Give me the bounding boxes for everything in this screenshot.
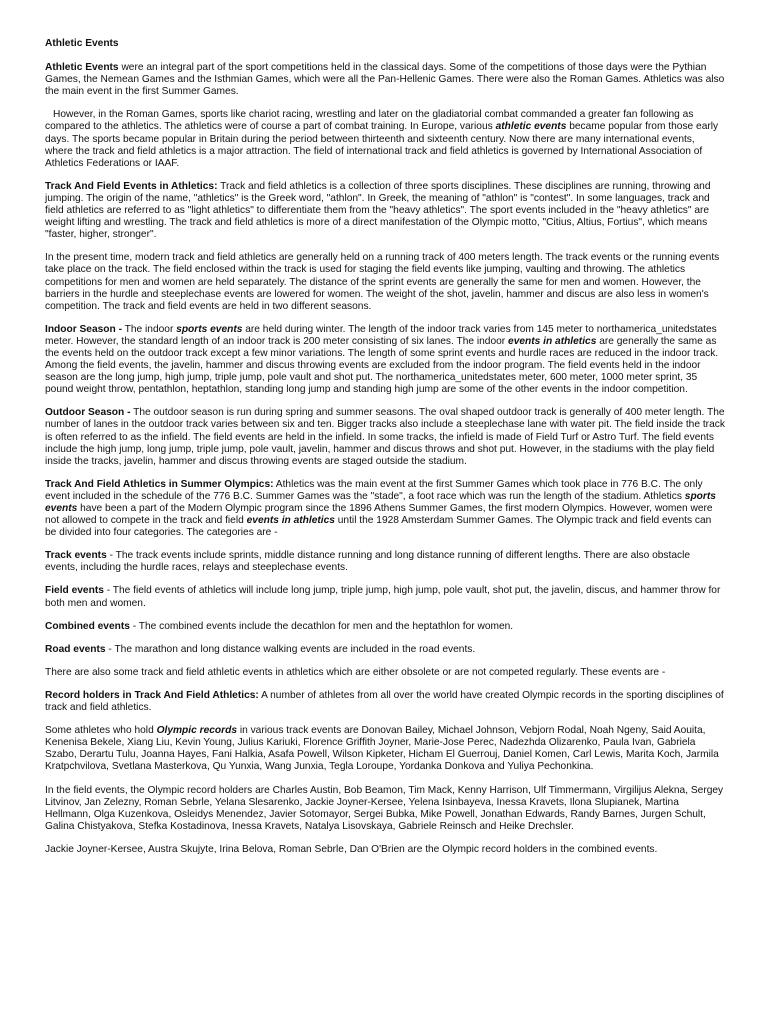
- body-text: Jackie Joyner-Kersee, Austra Skujyte, Irina Belova, Roman Sebrle, Dan O'Brien are the Olympic record holders in the combined events.: [45, 843, 658, 855]
- paragraph: [45, 785, 725, 833]
- paragraph: [45, 585, 725, 609]
- body-text: A number of athletes from all over the world have created Olympic records in the sporting disciplines of track and field athletics.: [45, 689, 724, 714]
- body-text: have been a part of the Modern Olympic program since the 1896 Athens Summer Games, the first modern Olympics. However, women were not allowed to compete in the track and field: [45, 503, 713, 527]
- paragraph: [45, 644, 725, 656]
- paragraph: [45, 109, 725, 169]
- bold-heading-text: Track events: [45, 550, 107, 562]
- body-text: In the field events, the Olympic record holders are Charles Austin, Bob Beamon, Tim Mack, Kenny Harrison, Ulf Timmermann, Virgilijus Alekna, Sergey Litvinov, Jan Zelezny, Roman Sebrle, Yelana Slesarenko, Jackie Joyner-Kersee, Yelena Isinbayeva, Inessa Kravets, Ilona Slupianek, Martina Hellmann, Olga Kuzenkova, Osleidys Menendez, Javier Sotomayor, Sergei Bubka, Mike Powell, Jonathan Edwards, Randy Barnes, Jurgen Schult, Galina Chistyakova, Stefka Kostadinova, Inessa Kravets, Natalya Lisovskaya, Gabriele Reinsch and Heike Drechsler.: [45, 784, 724, 832]
- body-text: There are also some track and field athletic events in athletics which are either obsolete or are not competed regularly. These events are -: [45, 666, 666, 678]
- bold-heading-text: Athletic Events: [45, 62, 119, 74]
- bold-heading-text: Field events: [45, 585, 104, 597]
- body-text: are generally the same as the events held on the outdoor track except a few minor variations. The length of some sprint events and hurdle races are reduced in the indoor track. Among the field events, the javelin, hammer and discus throwing events are excluded from the indoor program. The field events held in the indoor season are the long jump, high jump, triple jump, pole vault and shot put. The northamerica_unitedstates meter, 600 meter, 1000 meter sprint, 35 pound weight throw, pentathlon, heptathlon, standing long jump and standing high jump are some of the other events in the indoor competition.: [45, 335, 719, 396]
- body-text: The indoor: [121, 323, 177, 335]
- body-text: The outdoor season is run during spring and summer seasons. The oval shaped outdoor track is generally of 400 meter length. The number of lanes in the outdoor track varies between six and ten. Bigger tracks also include a steeplechase lane with water pit. The field inside the track is often referred to as the infield. The field events are held in the infield. In some tracks, the infield is made of Field Turf or Astro Turf. The field events include the high jump, long jump, triple jump, pole vault, javelin, hammer and discus throws and shot put. However, in the stadiums with the play field inside the tracks, javelin, hammer and discus throwing events are staged outside the stadium.: [45, 407, 725, 467]
- paragraph: [45, 725, 725, 773]
- body-text: became popular from those early days. The sports became popular in Britain during the period between thirteenth and sixteenth century. Now there are many international events, where the track and field athletics is a major attraction. The field of international track and field athletics is governed by International Association of Athletics Federations or IAAF.: [45, 121, 719, 169]
- bold-heading-text: Indoor Season -: [45, 323, 122, 335]
- bold-heading-text: Outdoor Season -: [45, 407, 131, 419]
- paragraph: [45, 252, 725, 312]
- emphasis-text: sports events: [176, 323, 243, 335]
- body-text: in various track events are Donovan Bailey, Michael Johnson, Vebjorn Rodal, Noah Ngeny, Said Aouita, Kenenisa Bekele, Xiang Liu, Kevin Young, Julius Kariuki, Florence Griffith Joyner, Marie-Jose Perec, Nadezhda Olizarenko, Paula Ivan, Gabriela Szabo, Derartu Tulu, Joanna Hayes, Fani Halkia, Asafa Powell, Wilson Kipketer, Hicham El Guerrouj, Daniel Komen, Carl Lewis, Marita Koch, Jarmila Kratpchvilova, Svetlana Masterkova, Qu Yunxia, Wang Junxia, Tegla Loroupe, Yordanka Donkova and Yuliya Pechonkina.: [45, 725, 719, 773]
- paragraph: [45, 690, 725, 714]
- paragraph: [45, 621, 725, 633]
- bold-heading-text: Record holders in Track And Field Athletics:: [45, 689, 259, 701]
- body-text: are held during winter. The length of the indoor track varies from 145 meter to northamerica_unitedstates meter. However, the standard length of an indoor track is 200 meter consisting of six lanes. The indoor: [45, 323, 717, 347]
- emphasis-text: athletic events: [495, 121, 567, 133]
- paragraph: [45, 324, 725, 397]
- bold-heading-text: Track And Field Athletics in Summer Olympics:: [45, 478, 274, 490]
- emphasis-text: events in athletics: [246, 515, 335, 527]
- paragraph: [45, 667, 725, 679]
- emphasis-text: sports events: [45, 490, 716, 514]
- body-text: In the present time, modern track and field athletics are generally held on a running track of 400 meters length. The track events or the running events take place on the track. The field enclosed within the track is used for staging the field events like jumping, vaulting and throwing. The athletics competitions for men and women are held separately. The distance of the sprint events are generally the same for men and women. However, the barriers in the hurdle and steeplechase events are lowered for women. The weight of the shot, javelin, hammer and discus are also less in women's competition. The track and field events are held in two different seasons.: [45, 252, 720, 312]
- paragraph-list: [45, 62, 725, 856]
- document-body: [45, 38, 725, 867]
- emphasis-text: events in athletics: [508, 335, 597, 347]
- paragraph: [45, 550, 725, 574]
- bold-heading-text: Combined events: [45, 620, 130, 632]
- emphasis-text: Olympic records: [156, 725, 237, 737]
- body-text: Athletics was the main event at the first Summer Games which took place in 776 B.C. The only event included in the schedule of the 776 B.C. Summer Games was the "stade", a foot race which was run the length of the stadium. Athletics: [45, 478, 703, 502]
- document-title: Athletic Events: [45, 38, 119, 49]
- body-text: were an integral part of the sport competitions held in the classical days. Some of the competitions of those days were the Pythian Games, the Nemean Games and the Isthmian Games, which were all the Pan-Hellenic Games. There were also the Roman Games. Athletics was also the main event in the first Summer Games.: [45, 62, 725, 98]
- body-text: However, in the Roman Games, sports like chariot racing, wrestling and later on the gladiatorial combat commanded a greater fan following as compared to the athletics. The athletics were of course a part of combat training. In Europe, various: [45, 109, 694, 133]
- body-text: - The field events of athletics will include long jump, triple jump, high jump, pole vault, shot put, the javelin, discus, and hammer throw for both men and women.: [45, 585, 721, 609]
- paragraph: [45, 844, 725, 856]
- paragraph: [45, 181, 725, 241]
- bold-heading-text: Road events: [45, 643, 106, 655]
- paragraph: [45, 407, 725, 467]
- body-text: Track and field athletics is a collection of three sports disciplines. These disciplines are running, throwing and jumping. The origin of the name, "athletics" is the Greek word, "athlon". In Greek, the meaning of "athlon" is "contest". In some languages, track and field athletics are referred to as "light athletics" to differentiate them from the "heavy athletics". The sport events included in the "heavy athletics" are weight lifting and wrestling. The track and field athletics is more of a direct manifestation of the Olympic motto, "Citius, Altius, Fortius", which means "faster, higher, stronger".: [45, 180, 711, 241]
- body-text: - The combined events include the decathlon for men and the heptathlon for women.: [129, 620, 514, 632]
- paragraph: [45, 479, 725, 539]
- bold-heading-text: Track And Field Events in Athletics:: [45, 180, 218, 192]
- paragraph: [45, 62, 725, 98]
- body-text: - The track events include sprints, middle distance running and long distance running of different lengths. There are also obstacle events, including the hurdle races, relays and steeplechase events.: [45, 550, 691, 574]
- body-text: Some athletes who hold: [45, 725, 157, 737]
- body-text: until the 1928 Amsterdam Summer Games. The Olympic track and field events can be divided into four categories. The categories are -: [45, 515, 712, 539]
- body-text: - The marathon and long distance walking events are included in the road events.: [105, 643, 476, 655]
